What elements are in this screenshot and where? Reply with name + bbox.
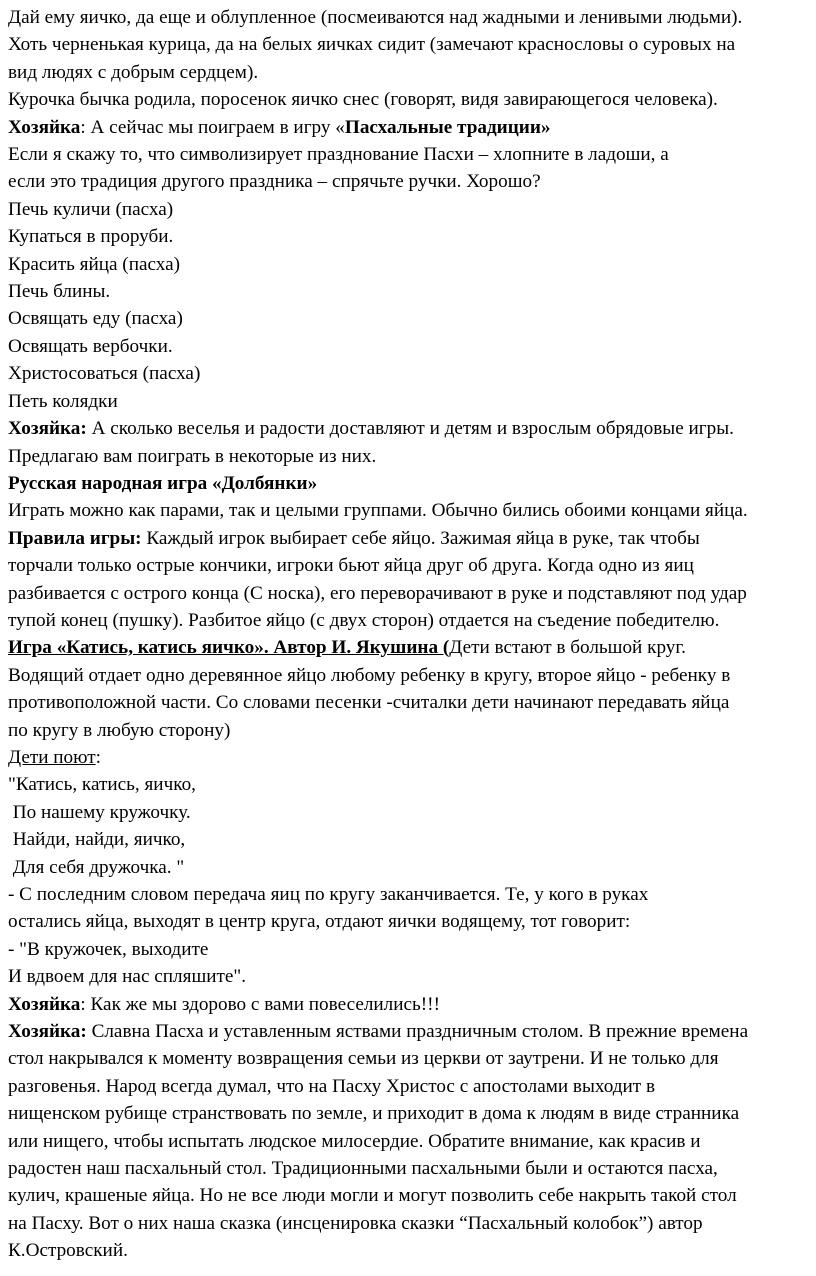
section-heading — [8, 634, 808, 661]
text-line: стол накрывался к моменту возвращения семьи из церкви от заутрени. И не только для — [8, 1048, 719, 1070]
speaker-label: Хозяйка: — [8, 418, 87, 440]
speaker-label: Хозяйка: — [8, 1021, 87, 1043]
text-span: : — [95, 746, 101, 768]
text-line: разговенья. Народ всегда думал, что на Пасху Христос с апостолами выходит в — [8, 1075, 656, 1097]
speaker-line — [8, 1018, 808, 1045]
list-item: Купаться в проруби. — [8, 226, 174, 248]
text-line: радостен наш пасхальный стол. Традиционными пасхальными были и остаются пасха, — [8, 1158, 718, 1180]
text-line: тупой конец (пушку). Разбитое яйцо (с двух сторон) отдается на съедение победителю. — [8, 609, 720, 631]
text-span: : Как же мы здорово с вами повеселились!!! — [80, 993, 440, 1015]
text-line: если это традиция другого праздника – спрячьте ручки. Хорошо? — [8, 171, 541, 193]
poem-line: "Катись, катись, яичко, — [8, 774, 196, 796]
text-line: Предлагаю вам поиграть в некоторые из них. — [8, 445, 377, 467]
speaker-label: Хозяйка — [8, 993, 81, 1015]
text-span: Каждый игрок выбирает себе яйцо. Зажимая яйца в руке, так чтобы — [141, 527, 700, 549]
text-line: по кругу в любую сторону) — [8, 719, 231, 741]
text-line: - С последним словом передача яиц по кругу заканчивается. Те, у кого в руках — [8, 884, 649, 905]
rules-line — [8, 525, 808, 552]
list-item: Освящать вербочки. — [8, 335, 173, 357]
text-line: разбивается с острого конца (С носка), его переворачивают в руке и подставляют под удар — [8, 582, 747, 604]
heading-text: Русская народная игра «Долбянки» — [8, 472, 318, 494]
list-item: Печь блины. — [8, 281, 111, 303]
song-label-line — [8, 744, 808, 771]
text-line: - "В кружочек, выходите — [8, 938, 209, 960]
rules-label: Правила игры: — [8, 527, 142, 549]
text-span: Дети встают в большой круг. — [449, 637, 686, 659]
poem-line: По нашему кружочку. — [8, 801, 191, 823]
text-span: А сколько веселья и радости доставляют и детям и взрослым обрядовые игры. — [86, 418, 734, 440]
text-line: или нищего, чтобы испытать людское милосердие. Обратите внимание, как красив и — [8, 1130, 701, 1152]
text-span: : А сейчас мы поиграем в игру « — [80, 116, 345, 138]
list-item: Христосоваться (пасха) — [8, 363, 201, 385]
poem-line: Для себя дружочка. " — [8, 856, 185, 878]
text-line: на Пасху. Вот о них наша сказка (инсценировка сказки “Пасхальный колобок”) автор — [8, 1212, 703, 1234]
text-line: торчали только острые кончики, игроки бьют яйца друг об друга. Когда одно из яиц — [8, 555, 694, 577]
text-line: противоположной части. Со словами песенки -считалки дети начинают передавать яйца — [8, 692, 730, 714]
list-item: Петь колядки — [8, 390, 118, 412]
text-line: Играть можно как парами, так и целыми группами. Обычно бились обоими концами яйца. — [8, 500, 748, 522]
speaker-line — [8, 991, 808, 1018]
text-line: И вдвоем для нас спляшите". — [8, 966, 247, 988]
text-span: Славна Пасха и уставленным яствами праздничным столом. В прежние времена — [86, 1021, 749, 1043]
text-line: Если я скажу то, что символизирует празднование Пасхи – хлопните в ладоши, а — [8, 144, 669, 166]
text-line: Хоть черненькая курица, да на белых яичках сидит (замечают краснословы о суровых на — [8, 34, 736, 56]
text-line: кулич, крашеные яйца. Но не все люди могли и могут позволить себе накрыть такой стол — [8, 1185, 737, 1207]
text-line: остались яйца, выходят в центр круга, отдают яички водящему, тот говорит: — [8, 911, 631, 933]
list-item: Освящать еду (пасха) — [8, 308, 183, 330]
heading-text: Игра «Катись, катись яичко». Автор И. Якушина ( — [8, 637, 450, 659]
text-line: Курочка бычка родила, поросенок яичко снес (говорят, видя завирающегося человека). — [8, 89, 718, 111]
text-line: К.Островский. — [8, 1240, 128, 1262]
text-line: вид людях с добрым сердцем). — [8, 61, 259, 83]
text-line: нищенском рубище странствовать по земле, и приходит в дома к людям в виде странника — [8, 1103, 740, 1125]
text-line: Водящий отдает одно деревянное яйцо любому ребенку в кругу, второе яйцо - ребенку в — [8, 664, 731, 686]
list-item: Красить яйца (пасха) — [8, 253, 180, 275]
list-item: Печь куличи (пасха) — [8, 198, 174, 220]
game-intro-line — [8, 114, 808, 141]
song-label: Дети поют — [8, 746, 96, 768]
game-title: Пасхальные традиции» — [344, 116, 551, 138]
section-heading — [8, 470, 808, 497]
speaker-line — [8, 415, 808, 442]
speaker-label: Хозяйка — [8, 116, 81, 138]
poem-line: Найди, найди, яичко, — [8, 829, 186, 851]
text-line: Дай ему яичко, да еще и облупленное (посмеиваются над жадными и ленивыми людьми). — [8, 7, 743, 28]
